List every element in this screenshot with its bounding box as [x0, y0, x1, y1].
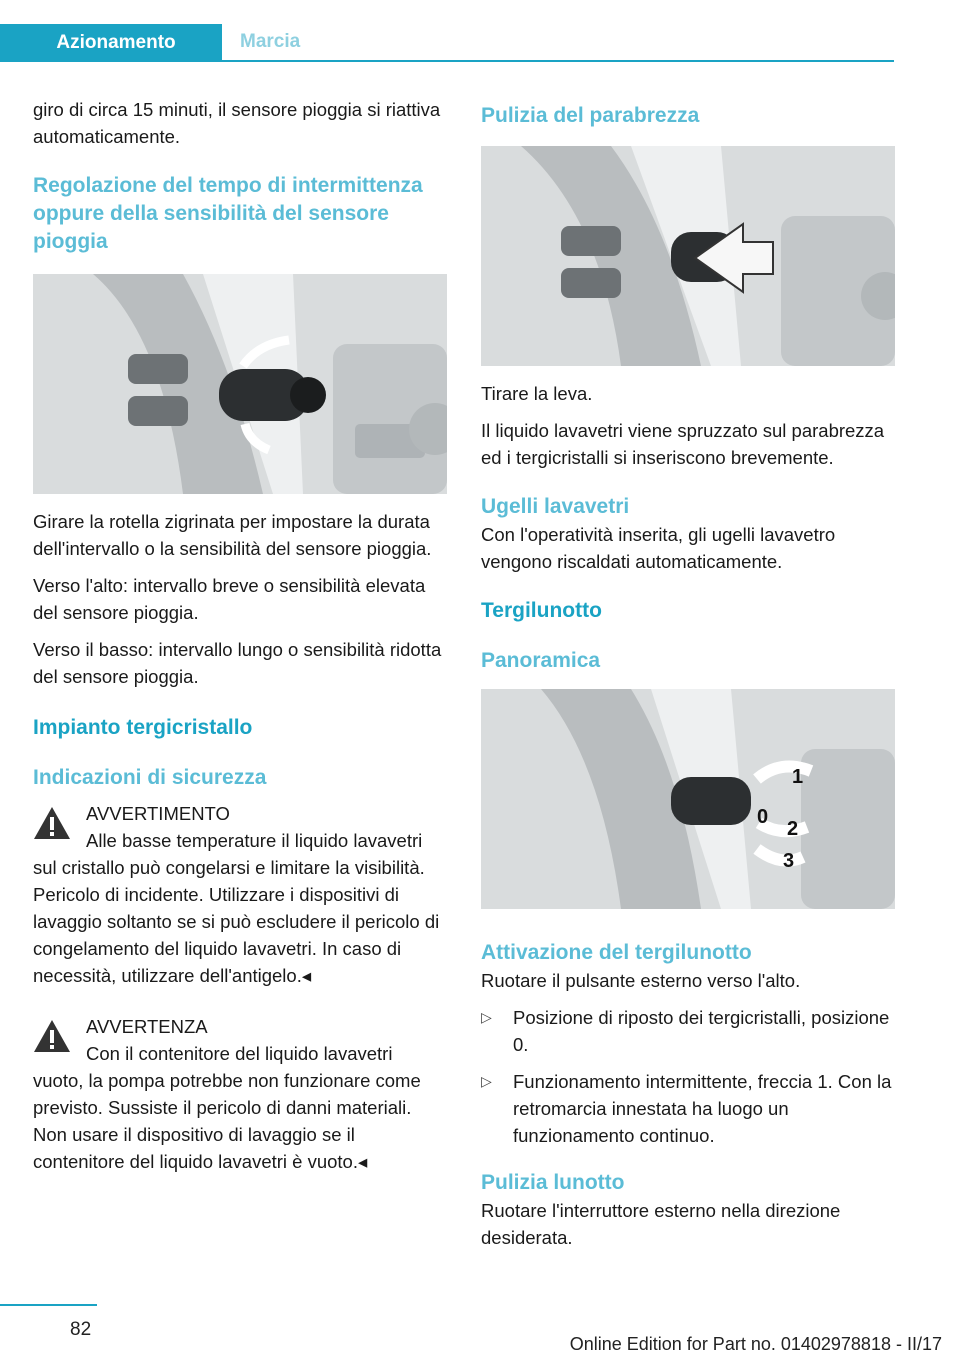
warning-block-2 — [33, 1013, 447, 1175]
warning-title: AVVERTIMENTO — [86, 803, 230, 824]
wiper-lever-illustration — [481, 146, 895, 366]
list-item — [481, 1068, 895, 1149]
position-label-1: 1 — [792, 766, 804, 788]
paragraph-liquido: Il liquido lavavetri viene spruzzato sul parabrezza ed i tergicristalli si inseriscono brevemente. — [481, 420, 885, 468]
figure-parabrezza — [481, 146, 895, 366]
right-column — [481, 96, 895, 1261]
heading-impianto: Impianto tergicristallo — [33, 716, 253, 739]
warning-first-line: Alle basse temperature il liquido lavavetri — [86, 830, 423, 851]
subsection-label: Marcia — [240, 31, 301, 52]
triangle-right-icon: ▷ — [481, 1009, 492, 1025]
paragraph-ugelli: Con l'operatività inserita, gli ugelli lavavetro vengono riscaldati automaticamente. — [481, 524, 836, 572]
warning-block-1 — [33, 800, 447, 989]
header-rule — [222, 60, 894, 62]
steering-column-illustration — [33, 274, 447, 494]
paragraph-tirare: Tirare la leva. — [481, 383, 593, 404]
warning-triangle-icon — [33, 1019, 71, 1053]
heading-sicurezza: Indicazioni di sicurezza — [33, 766, 267, 789]
paragraph-verso-alto: Verso l'alto: intervallo breve o sensibilità elevata del sensore pioggia. — [33, 575, 426, 623]
section-label: Azionamento — [56, 32, 176, 53]
warning-title: AVVERTENZA — [86, 1016, 208, 1037]
paragraph-lunotto: Ruotare l'interruttore esterno nella direzione desiderata. — [481, 1200, 841, 1248]
edition-note: Online Edition for Part no. 01402978818 - II/17 — [569, 1334, 942, 1354]
warning-body — [33, 827, 447, 989]
figure-rotella — [33, 274, 447, 494]
rear-wiper-illustration — [481, 689, 895, 909]
figure-tergilunotto — [481, 689, 895, 909]
warning-triangle-icon — [33, 806, 71, 840]
list-item-text: Posizione di riposto dei tergicristalli, posizione 0. — [513, 1007, 890, 1055]
position-label-2: 2 — [787, 818, 799, 840]
bullet-list — [481, 1004, 895, 1149]
position-label-3: 3 — [783, 850, 795, 872]
warning-text: vuoto, la pompa potrebbe non funzionare come previsto. Sussiste il pericolo di danni materiali. Non usare il dispositivo di lavaggio se il contenitore del liquido lavavetri è vuoto.◂ — [33, 1070, 421, 1172]
heading-pulizia-parabrezza: Pulizia del parabrezza — [481, 104, 700, 127]
footer-rule — [0, 1304, 97, 1306]
left-column — [33, 96, 447, 1185]
heading-ugelli: Ugelli lavavetri — [481, 495, 630, 518]
subsection-tab — [222, 24, 894, 60]
heading-attivazione: Attivazione del tergilunotto — [481, 941, 752, 964]
section-tab — [0, 24, 222, 62]
warning-text: sul cristallo può congelarsi e limitare la visibilità. Pericolo di incidente. Utilizzare i dispositivi di lavaggio soltanto se si può escludere il pericolo di congelamento del liquido lavavetri. In caso di necessità, utilizzare dell'antigelo.◂ — [33, 857, 440, 986]
intro-paragraph: giro di circa 15 minuti, il sensore pioggia si riattiva automaticamente. — [33, 99, 441, 147]
heading-pulizia-lunotto: Pulizia lunotto — [481, 1171, 625, 1194]
warning-body — [33, 1040, 447, 1175]
list-item — [481, 1004, 895, 1058]
heading-tergilunotto: Tergilunotto — [481, 599, 602, 622]
paragraph-ruotare: Ruotare il pulsante esterno verso l'alto. — [481, 970, 801, 991]
warning-first-line: Con il contenitore del liquido lavavetri — [86, 1043, 393, 1064]
heading-regolazione: Regolazione del tempo di intermittenza oppure della sensibilità del sensore pioggia — [33, 174, 423, 253]
list-item-text: Funzionamento intermittente, freccia 1. Con la retromarcia innestata ha luogo un funzionamento continuo. — [513, 1071, 892, 1146]
position-label-0: 0 — [757, 806, 769, 828]
page-number: 82 — [70, 1319, 92, 1340]
paragraph-verso-basso: Verso il basso: intervallo lungo o sensibilità ridotta del sensore pioggia. — [33, 639, 442, 687]
triangle-right-icon: ▷ — [481, 1073, 492, 1089]
paragraph-girare: Girare la rotella zigrinata per impostare la durata dell'intervallo o la sensibilità del sensore pioggia. — [33, 511, 432, 559]
heading-panoramica: Panoramica — [481, 649, 601, 672]
